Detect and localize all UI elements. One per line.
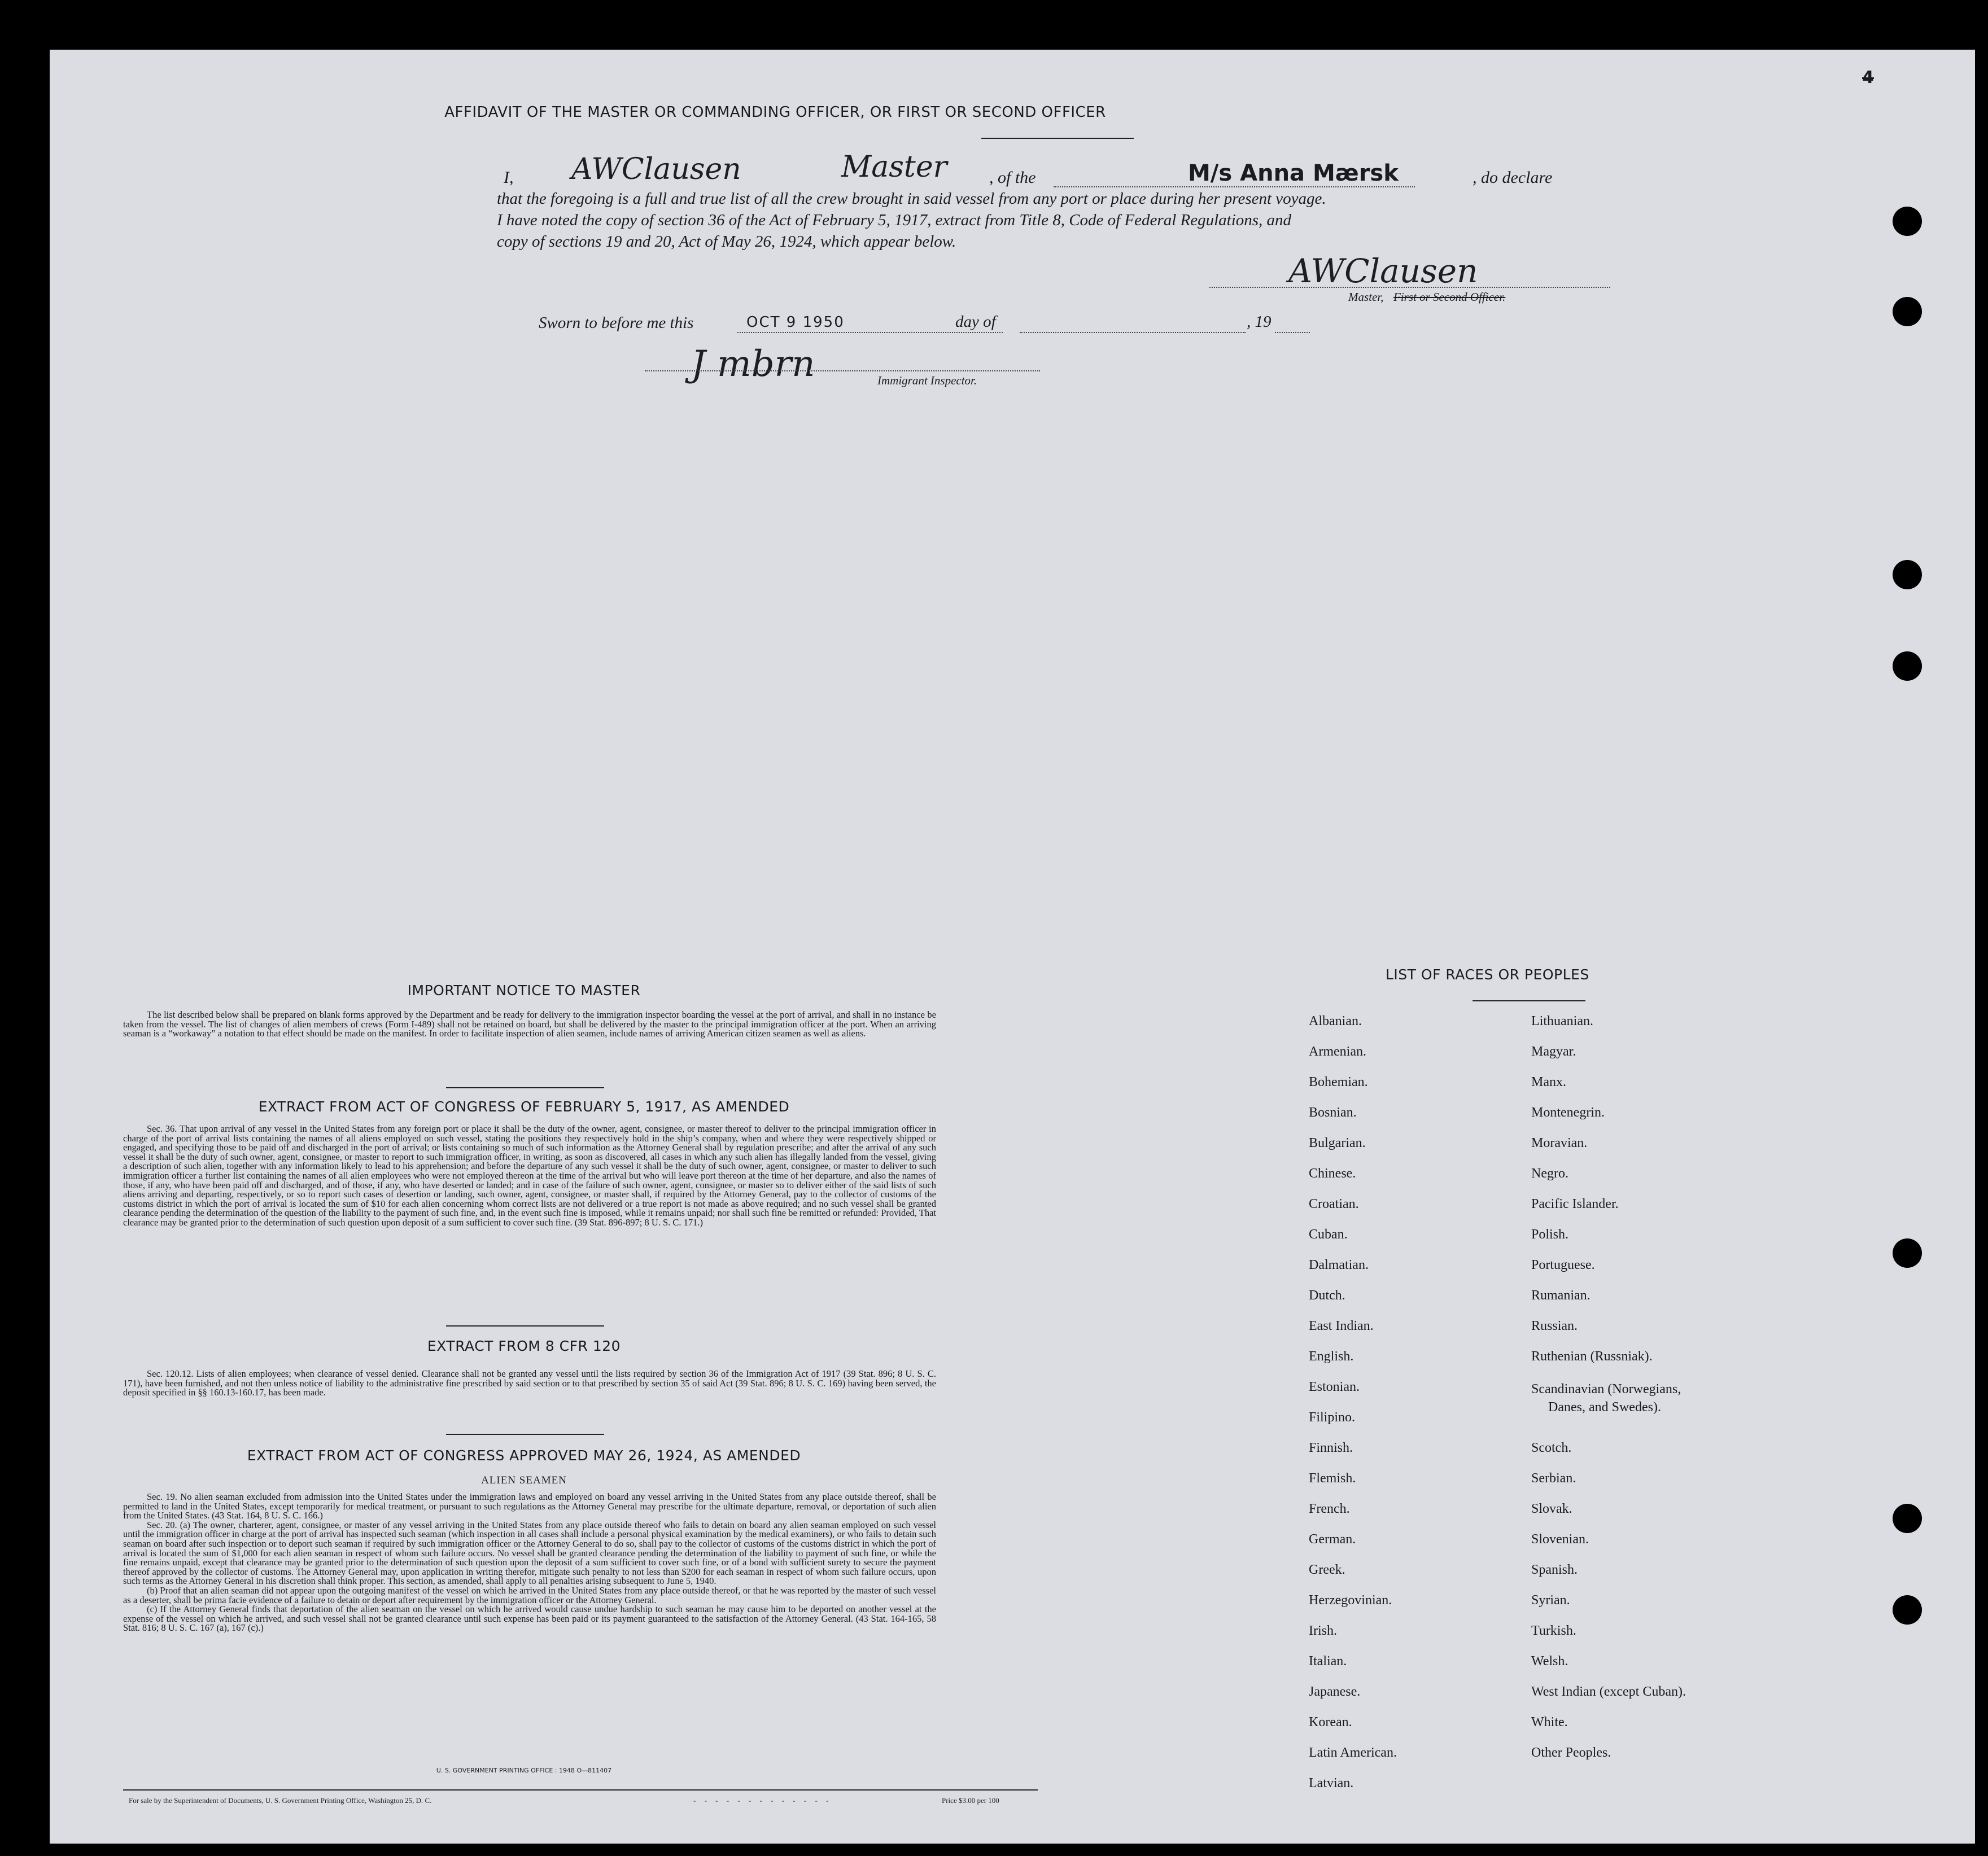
price-note: Price $3.00 per 100: [942, 1796, 999, 1805]
master-label: Master,: [1348, 290, 1384, 304]
race-item: Danes, and Swedes).: [1548, 1400, 1661, 1415]
race-item: East Indian.: [1309, 1319, 1374, 1333]
punch-hole: [1893, 651, 1922, 681]
section-rule: [446, 1434, 604, 1435]
race-item: Rumanian.: [1531, 1288, 1591, 1303]
punch-hole: [1893, 1238, 1922, 1268]
race-item: Irish.: [1309, 1623, 1337, 1638]
punch-hole: [1893, 560, 1922, 589]
affidavit-line-3: copy of sections 19 and 20, Act of May 26, 1924, which appear below.: [497, 233, 956, 251]
races-title-rule: [1473, 1000, 1585, 1001]
section-rule: [446, 1087, 604, 1088]
race-item: Moravian.: [1531, 1136, 1588, 1150]
sworn-label: Sworn to before me this: [539, 314, 694, 332]
extract-1924-title: EXTRACT FROM ACT OF CONGRESS APPROVED MAY 26, 1924, AS AMENDED: [247, 1447, 801, 1464]
master-rank-signature: Master: [841, 150, 947, 184]
race-item: West Indian (except Cuban).: [1531, 1684, 1686, 1699]
section-36-paragraph: Sec. 36. That upon arrival of any vessel in the United States from any foreign port or place it shall be the duty of the owner, agent, consignee, or master thereof to deliver to the principal immigration officer in charge of the port of arrival lists containing the names of all aliens employed on such vessel, stating the positions they respectively hold in the ship’s company, when and where they were respectively shipped or engaged, and specifying those to be paid off and discharged in the port of arrival; or lists containing so much of such information as the Attorney General shall by regulation prescribe; and after the arrival of any such vessel it shall be the duty of such owner, agent, consignee, or master to report to such immigration officer, in writing, as soon as discovered, all cases in which any such alien has illegally landed from the vessel, giving a description of such alien, together with any information likely to lead to his apprehension; and before the departure of any such vessel it shall be the duty of such owner, agent, consignee, or master to deliver to such immigration officer a further list containing the names of all alien employees who were not employed thereon at the time of the arrival but who will leave port thereon at the time of her departure, and also the names of those, if any, who have been paid off and discharged, and of those, if any, who have deserted or landed; and in case of the failure of such owner, agent, consignee, or master so to deliver either of the said lists of such aliens arriving and departing, respectively, or so to report such cases of desertion or landing, such owner, agent, consignee, or master shall, if required by the Attorney General, pay to the collector of customs of the customs district in which the port of arrival is located the sum of $10 for each alien concerning whom correct lists are not delivered or a true report is not made as above required; and no such vessel shall be granted clearance pending the determination of the question of the liability to the payment of such fine, and, in the event such fine is imposed, while it remains unpaid; nor shall such fine be remitted or refunded: Provided, That clearance may be granted prior to the determination of such question upon deposit of a sum sufficient to cover such fine. (39 Stat. 896-897; 8 U. S. C. 171.): [123, 1123, 936, 1228]
race-item: Cuban.: [1309, 1227, 1348, 1242]
race-item: Ruthenian (Russniak).: [1531, 1349, 1653, 1364]
punch-hole: [1893, 297, 1922, 326]
extract-1924-text: [123, 1492, 936, 1633]
race-item: Portuguese.: [1531, 1258, 1595, 1272]
race-item: Scotch.: [1531, 1441, 1572, 1455]
race-item: Croatian.: [1309, 1197, 1359, 1211]
punch-hole: [1893, 1504, 1922, 1533]
race-item: Pacific Islander.: [1531, 1197, 1619, 1211]
race-item: Spanish.: [1531, 1562, 1578, 1577]
inspector-label: Immigrant Inspector.: [877, 374, 977, 387]
race-item: Korean.: [1309, 1715, 1352, 1730]
race-item: Scandinavian (Norwegians,: [1531, 1382, 1681, 1397]
race-item: Herzegovinian.: [1309, 1593, 1392, 1608]
inspector-signature: J mbrn: [691, 343, 815, 385]
extract-1917-text: [123, 1124, 936, 1228]
race-item: Bosnian.: [1309, 1105, 1357, 1120]
race-item: Serbian.: [1531, 1471, 1576, 1486]
footer-rule: [123, 1789, 1038, 1791]
race-item: Syrian.: [1531, 1593, 1570, 1608]
cfr-text: [123, 1369, 936, 1398]
race-item: English.: [1309, 1349, 1354, 1364]
punch-hole: [1893, 1595, 1922, 1625]
race-item: Bulgarian.: [1309, 1136, 1366, 1150]
section-120-12-paragraph: Sec. 120.12. Lists of alien employees; when clearance of vessel denied. Clearance shall not be granted any vessel until the lists required by section 36 of the Immigration Act of 1917 (39 Stat. 896; 8 U. S. C. 171), have been furnished, and not then unless notice of liability to the administrative fine prescribed by said section or to that prescribed by section 35 of said Act (39 Stat. 896; 8 U. S. C. 169) having been served, the deposit specified in §§ 160.13-160.17, has been made.: [123, 1368, 936, 1398]
race-item: Latin American.: [1309, 1745, 1397, 1760]
race-item: Turkish.: [1531, 1623, 1576, 1638]
race-item: Flemish.: [1309, 1471, 1356, 1486]
race-item: Japanese.: [1309, 1684, 1361, 1699]
race-item: German.: [1309, 1532, 1356, 1547]
declare-prefix: I,: [504, 168, 514, 187]
of-the-label: , of the: [989, 168, 1036, 187]
race-item: Bohemian.: [1309, 1075, 1368, 1089]
race-item: Chinese.: [1309, 1166, 1356, 1181]
notice-paragraph: The list described below shall be prepared on blank forms approved by the Department and be ready for delivery to the immigration inspector boarding the vessel at the port of arrival, and shall in no instance be taken from the vessel. The list of changes of alien members of crews (Form I-489) shall not be retained on board, but shall be delivered by the master to the principal immigration officer at the port. When an arriving seaman is a “workaway” a notation to that effect should be made on the manifest. In order to facilitate inspection of alien seamen, include names of arriving American citizen seamen as well as aliens.: [123, 1009, 936, 1039]
race-item: Montenegrin.: [1531, 1105, 1605, 1120]
month-line: [1020, 332, 1246, 333]
race-item: French.: [1309, 1502, 1350, 1516]
race-item: Italian.: [1309, 1654, 1347, 1669]
race-item: Slovak.: [1531, 1502, 1572, 1516]
for-sale-note: For sale by the Superintendent of Documents, U. S. Government Printing Office, Washington 25, D. C.: [129, 1796, 432, 1805]
cfr-title: EXTRACT FROM 8 CFR 120: [427, 1338, 621, 1354]
race-item: Russian.: [1531, 1319, 1578, 1333]
race-item: Manx.: [1531, 1075, 1566, 1089]
section-rule: [446, 1325, 604, 1327]
affidavit-title: AFFIDAVIT OF THE MASTER OR COMMANDING OFFICER, OR FIRST OR SECOND OFFICER: [444, 104, 1106, 121]
race-item: Other Peoples.: [1531, 1745, 1611, 1760]
race-item: Polish.: [1531, 1227, 1569, 1242]
do-declare-label: , do declare: [1473, 168, 1553, 187]
punch-hole: [1893, 207, 1922, 236]
printing-office-note: U. S. GOVERNMENT PRINTING OFFICE : 1948 O—811407: [436, 1767, 612, 1774]
race-item: Dalmatian.: [1309, 1258, 1369, 1272]
race-item: Greek.: [1309, 1562, 1345, 1577]
leader-dots: - - - - - - - - - - - - -: [693, 1796, 832, 1805]
race-item: Estonian.: [1309, 1380, 1360, 1394]
vessel-name-stamp: M/s Anna Mærsk: [1188, 160, 1399, 186]
race-item: Lithuanian.: [1531, 1014, 1593, 1028]
notice-title: IMPORTANT NOTICE TO MASTER: [407, 982, 641, 999]
race-item: Dutch.: [1309, 1288, 1345, 1303]
section-20b-paragraph: (b) Proof that an alien seaman did not appear upon the outgoing manifest of the vessel on which he arrived in the United States from any place outside thereof, or that he was reported by the master of such vessel as a deserter, shall be prima facie evidence of a failure to detain or deport after requirement by the immigration officer or the Attorney General.: [123, 1584, 936, 1605]
title-rule: [981, 138, 1134, 139]
section-20c-paragraph: (c) If the Attorney General finds that deportation of the alien seaman on the vessel on which he arrived would cause undue hardship to such seaman he may cause him to be deported on another vessel at the expense of the vessel on which he arrived, and such vessel shall not be granted clearance until such expense has been paid or its payment guaranteed to the satisfaction of the Attorney General. (43 Stat. 164-165, 58 Stat. 816; 8 U. S. C. 167 (a), 167 (c).): [123, 1604, 936, 1634]
affidavit-line-1: that the foregoing is a full and true list of all the crew brought in said vessel from any port or place during her present voyage.: [497, 190, 1326, 208]
officer-label: First or Second Officer.: [1393, 290, 1506, 304]
section-20a-paragraph: Sec. 20. (a) The owner, charterer, agent, consignee, or master of any vessel arriving in the United States from any place outside thereof who fails to detain on board any alien seaman employed on such vessel until the immigration officer in charge at the port of arrival has inspected such seaman (which inspection in all cases shall include a personal physical examination by the medical examiners), or who fails to detain such seaman on board after such inspection or to deport such seaman if required by such immigration officer or the Attorney General to do so, shall pay to the collector of customs of the customs district in which the port of arrival is located the sum of $1,000 for each alien seaman in respect of whom such failure occurs. No vessel shall be granted clearance pending the determination of the liability to payment of such fine, or while the fine remains unpaid, except that clearance may be granted prior to the determination of such question upon the deposit of a sum sufficient to cover such fine, or of a bond with sufficient surety to secure the payment thereof approved by the collector of customs. The Attorney General may, upon application in writing therefor, mitigate such penalty to not less than $200 for each seaman in respect of whom such failure occurs, upon such terms as the Attorney General in his discretion shall think proper. This section, as amended, shall apply to all penalties arising subsequent to June 5, 1940.: [123, 1519, 936, 1587]
race-item: Albanian.: [1309, 1014, 1362, 1028]
sworn-date-line: [737, 332, 1003, 333]
race-item: Slovenian.: [1531, 1532, 1589, 1547]
race-item: Welsh.: [1531, 1654, 1568, 1669]
page-number-mark: 4: [1862, 68, 1874, 87]
day-of-label: day of: [955, 313, 996, 331]
races-title: LIST OF RACES OR PEOPLES: [1386, 966, 1589, 983]
section-19-paragraph: Sec. 19. No alien seaman excluded from admission into the United States under the immigration laws and employed on board any vessel arriving in the United States from any place outside thereof, shall be permitted to land in the United States, except temporarily for medical treatment, or pursuant to such regulations as the Attorney General may prescribe for the ultimate departure, removal, or deportation of such alien from the United States. (43 Stat. 164, 8 U. S. C. 166.): [123, 1491, 936, 1521]
race-item: Negro.: [1531, 1166, 1568, 1181]
affidavit-line-2: I have noted the copy of section 36 of the Act of February 5, 1917, extract from Title 8, Code of Federal Regulations, and: [497, 211, 1292, 229]
master-name-signature: AWClausen: [571, 152, 741, 186]
extract-1917-title: EXTRACT FROM ACT OF CONGRESS OF FEBRUARY 5, 1917, AS AMENDED: [258, 1098, 790, 1115]
race-item: Armenian.: [1309, 1044, 1366, 1059]
sworn-date-stamp: OCT 9 1950: [746, 314, 845, 331]
race-item: Finnish.: [1309, 1441, 1353, 1455]
notice-text: [123, 1010, 936, 1039]
year-label: , 19: [1247, 313, 1272, 331]
document-sheet: [50, 50, 1975, 1844]
vessel-line: [1054, 186, 1415, 187]
race-item: Latvian.: [1309, 1776, 1354, 1791]
race-item: Magyar.: [1531, 1044, 1576, 1059]
master-signature: AWClausen: [1288, 252, 1478, 290]
master-signature-line: [1209, 287, 1610, 288]
race-item: White.: [1531, 1715, 1568, 1730]
year-line: [1275, 332, 1310, 333]
extract-1924-subtitle: ALIEN SEAMEN: [481, 1474, 567, 1486]
inspector-signature-line: [645, 370, 1040, 371]
race-item: Filipino.: [1309, 1410, 1356, 1425]
